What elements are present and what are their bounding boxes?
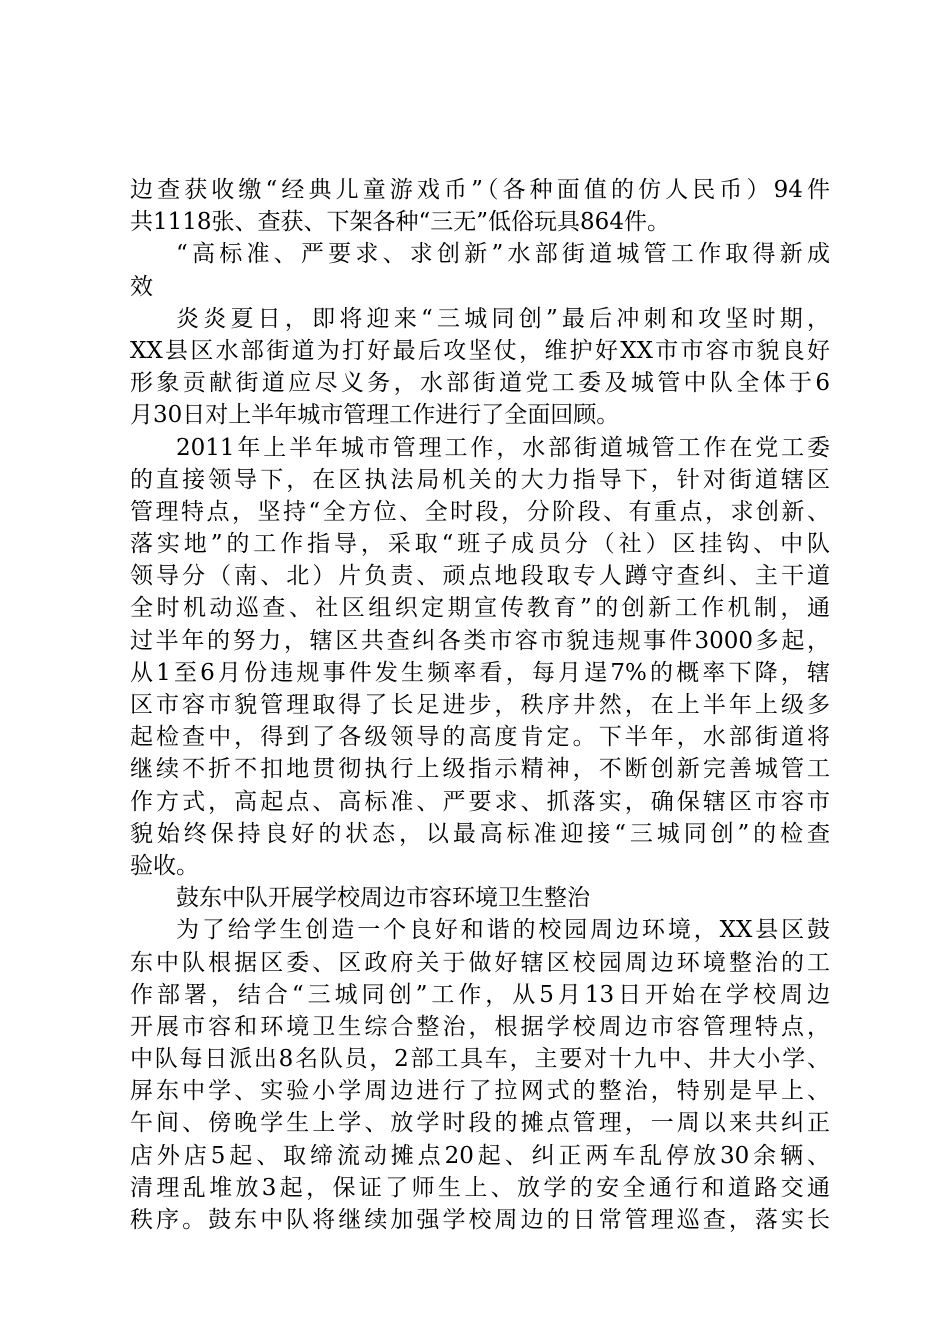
text-line: 月30日对上半年城市管理工作进行了全面回顾。 [130, 402, 620, 429]
text-line: 炎炎夏日，即将迎来“三城同创”最后冲刺和攻坚时期， [176, 305, 830, 332]
text-line: 从1至6月份违规事件发生频率看，每月逞7%的概率下降，辖 [130, 659, 830, 686]
text-line: 中队每日派出8名队员，2部工具车，主要对十九中、井大小学、 [130, 1046, 830, 1073]
text-line: 东中队根据区委、区政府关于做好辖区校园周边环境整治的工 [130, 949, 830, 976]
text-line: 为了给学生创造一个良好和谐的校园周边环境，XX县区鼓 [176, 917, 830, 944]
text-line: 开展市容和环境卫生综合整治，根据学校周边市容管理特点， [130, 1013, 830, 1040]
text-line: 效 [130, 273, 153, 300]
text-line: 2011年上半年城市管理工作，水部街道城管工作在党工委 [176, 434, 830, 461]
text-line: 作部署，结合“三城同创”工作，从5月13日开始在学校周边 [130, 981, 830, 1008]
text-line: 边查获收缴“经典儿童游戏币”（各种面值的仿人民币）94件 [130, 177, 830, 203]
text-line: 作方式，高起点、高标准、严要求、抓落实，确保辖区市容市 [130, 788, 830, 815]
text-line: “高标准、严要求、求创新”水部街道城管工作取得新成 [176, 241, 830, 268]
text-line: 貌始终保持良好的状态，以最高标准迎接“三城同创”的检查 [130, 820, 830, 847]
text-line: 管理特点，坚持“全方位、全时段，分阶段、有重点，求创新、 [130, 498, 830, 525]
text-line: 店外店5起、取缔流动摊点20起、纠正两车乱停放30余辆、 [130, 1142, 830, 1169]
text-line: 午间、傍晚学生上学、放学时段的摊点管理，一周以来共纠正 [130, 1110, 830, 1137]
text-line: 起检查中，得到了各级领导的高度肯定。下半年，水部街道将 [130, 724, 830, 751]
text-line: 验收。 [130, 852, 199, 879]
text-line: 过半年的努力，辖区共查纠各类市容市貌违规事件3000多起， [130, 627, 830, 654]
text-line: XX县区水部街道为打好最后攻坚仗，维护好XX市市容市貌良好 [130, 337, 830, 364]
text-line: 秩序。鼓东中队将继续加强学校周边的日常管理巡查，落实长 [130, 1207, 830, 1233]
text-line: 继续不折不扣地贯彻执行上级指示精神，不断创新完善城管工 [130, 756, 830, 783]
text-line: 鼓东中队开展学校周边市容环境卫生整治 [176, 885, 590, 912]
text-line: 清理乱堆放3起，保证了师生上、放学的安全通行和道路交通 [130, 1174, 830, 1201]
text-line: 领导分（南、北）片负责、顽点地段取专人蹲守查纠、主干道 [130, 563, 830, 590]
text-line: 的直接领导下，在区执法局机关的大力指导下，针对街道辖区 [130, 466, 830, 493]
text-line: 区市容市貌管理取得了长足进步，秩序井然，在上半年上级多 [130, 692, 830, 718]
text-line: 共1118张、查获、下架各种“三无”低俗玩具864件。 [130, 209, 670, 236]
text-line: 落实地”的工作指导，采取“班子成员分（社）区挂钩、中队 [130, 531, 830, 558]
text-line: 形象贡献街道应尽义务，水部街道党工委及城管中队全体于6 [130, 370, 830, 397]
text-line: 屏东中学、实验小学周边进行了拉网式的整治，特别是早上、 [130, 1078, 830, 1105]
text-line: 全时机动巡查、社区组织定期宣传教育”的创新工作机制，通 [130, 595, 830, 622]
document-body [130, 174, 830, 1236]
